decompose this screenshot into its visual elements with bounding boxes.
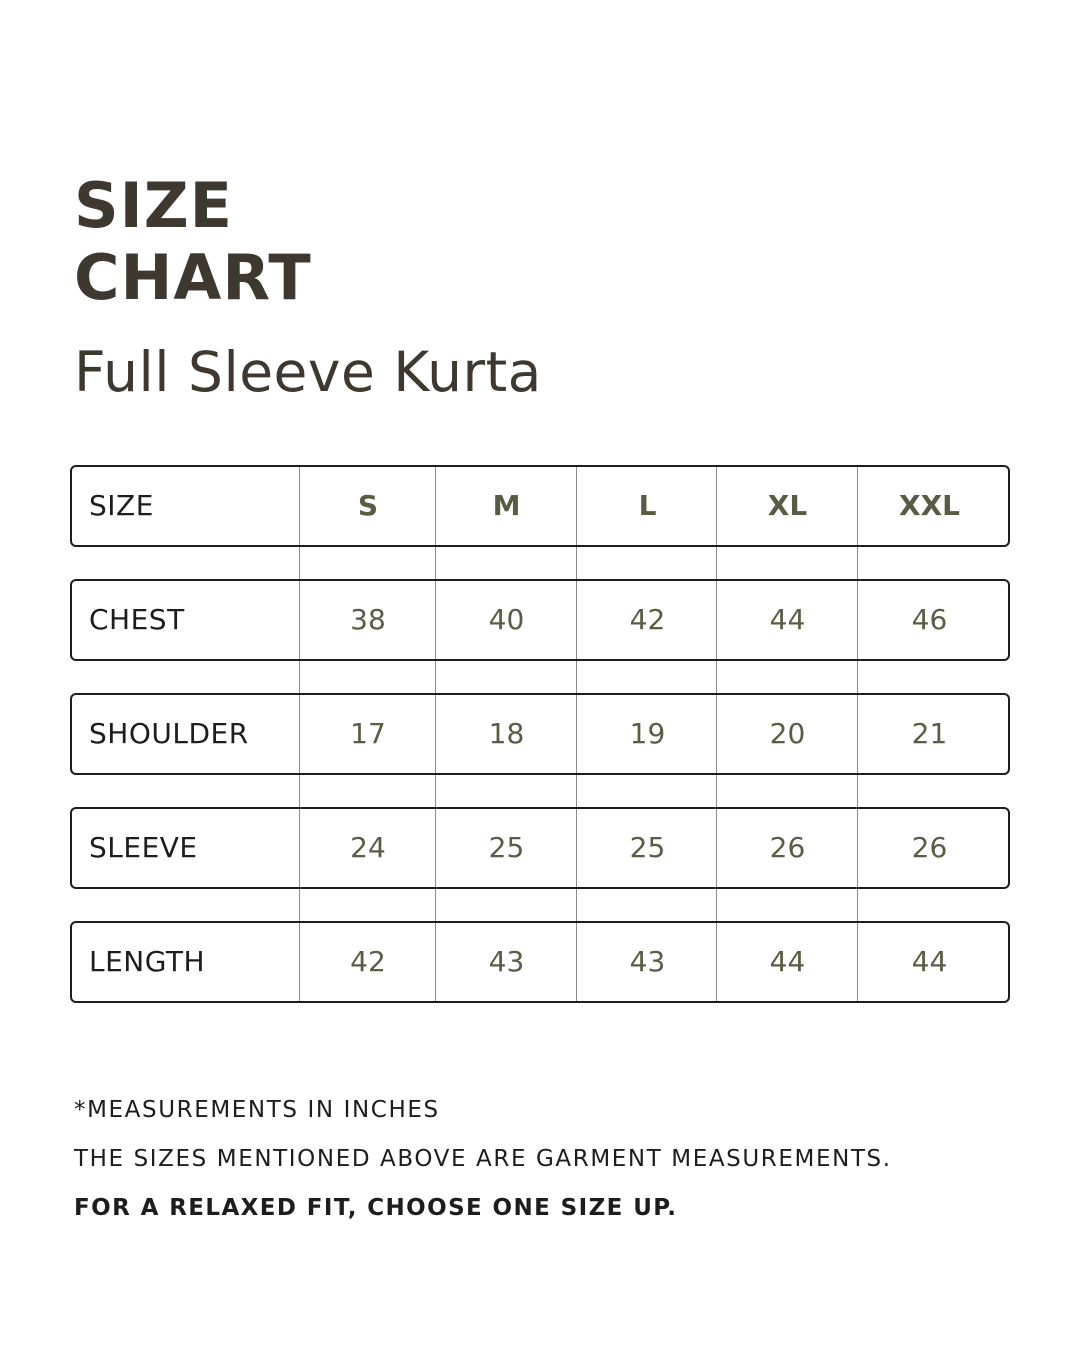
table-cell: 42 [629, 603, 666, 636]
units-note: *MEASUREMENTS IN INCHES [74, 1097, 440, 1123]
size-table [70, 465, 1010, 1003]
table-cell: 44 [769, 603, 806, 636]
table-row-shoulder [70, 693, 1010, 775]
table-cell: 38 [350, 603, 386, 636]
size-l-header: L [638, 489, 657, 522]
product-name: Full Sleeve Kurta [74, 340, 542, 404]
table-row-length [70, 921, 1010, 1003]
row-label-length: LENGTH [89, 945, 206, 978]
table-cell: 17 [350, 717, 386, 750]
table-cell: 19 [629, 717, 666, 750]
size-xxl-header: XXL [898, 489, 961, 522]
size-m-header: M [492, 489, 521, 522]
table-cell: 44 [769, 945, 806, 978]
table-cell: 43 [488, 945, 525, 978]
table-cell: 24 [350, 831, 386, 864]
fit-tip-note: FOR A RELAXED FIT, CHOOSE ONE SIZE UP. [74, 1195, 678, 1221]
page-title [74, 170, 312, 314]
size-s-header: S [357, 489, 379, 522]
row-label-sleeve: SLEEVE [89, 831, 198, 864]
title-line-2: CHART [74, 241, 312, 314]
table-cell: 44 [911, 945, 948, 978]
table-cell: 40 [488, 603, 525, 636]
table-cell: 18 [488, 717, 525, 750]
table-cell: 25 [629, 831, 666, 864]
table-cell: 42 [350, 945, 386, 978]
table-cell: 26 [911, 831, 948, 864]
table-cell: 46 [911, 603, 948, 636]
title-line-1: SIZE [74, 169, 234, 242]
table-cell: 25 [488, 831, 525, 864]
table-header-row [70, 465, 1010, 547]
size-xl-header: XL [767, 489, 808, 522]
table-cell: 26 [769, 831, 806, 864]
table-row-chest [70, 579, 1010, 661]
table-row-sleeve [70, 807, 1010, 889]
header-label: SIZE [89, 489, 154, 522]
row-label-shoulder: SHOULDER [89, 717, 249, 750]
garment-note: THE SIZES MENTIONED ABOVE ARE GARMENT MEASUREMENTS. [74, 1146, 892, 1172]
row-label-chest: CHEST [89, 603, 185, 636]
table-cell: 43 [629, 945, 666, 978]
size-notes [74, 1094, 892, 1241]
table-cell: 21 [911, 717, 948, 750]
table-cell: 20 [769, 717, 806, 750]
